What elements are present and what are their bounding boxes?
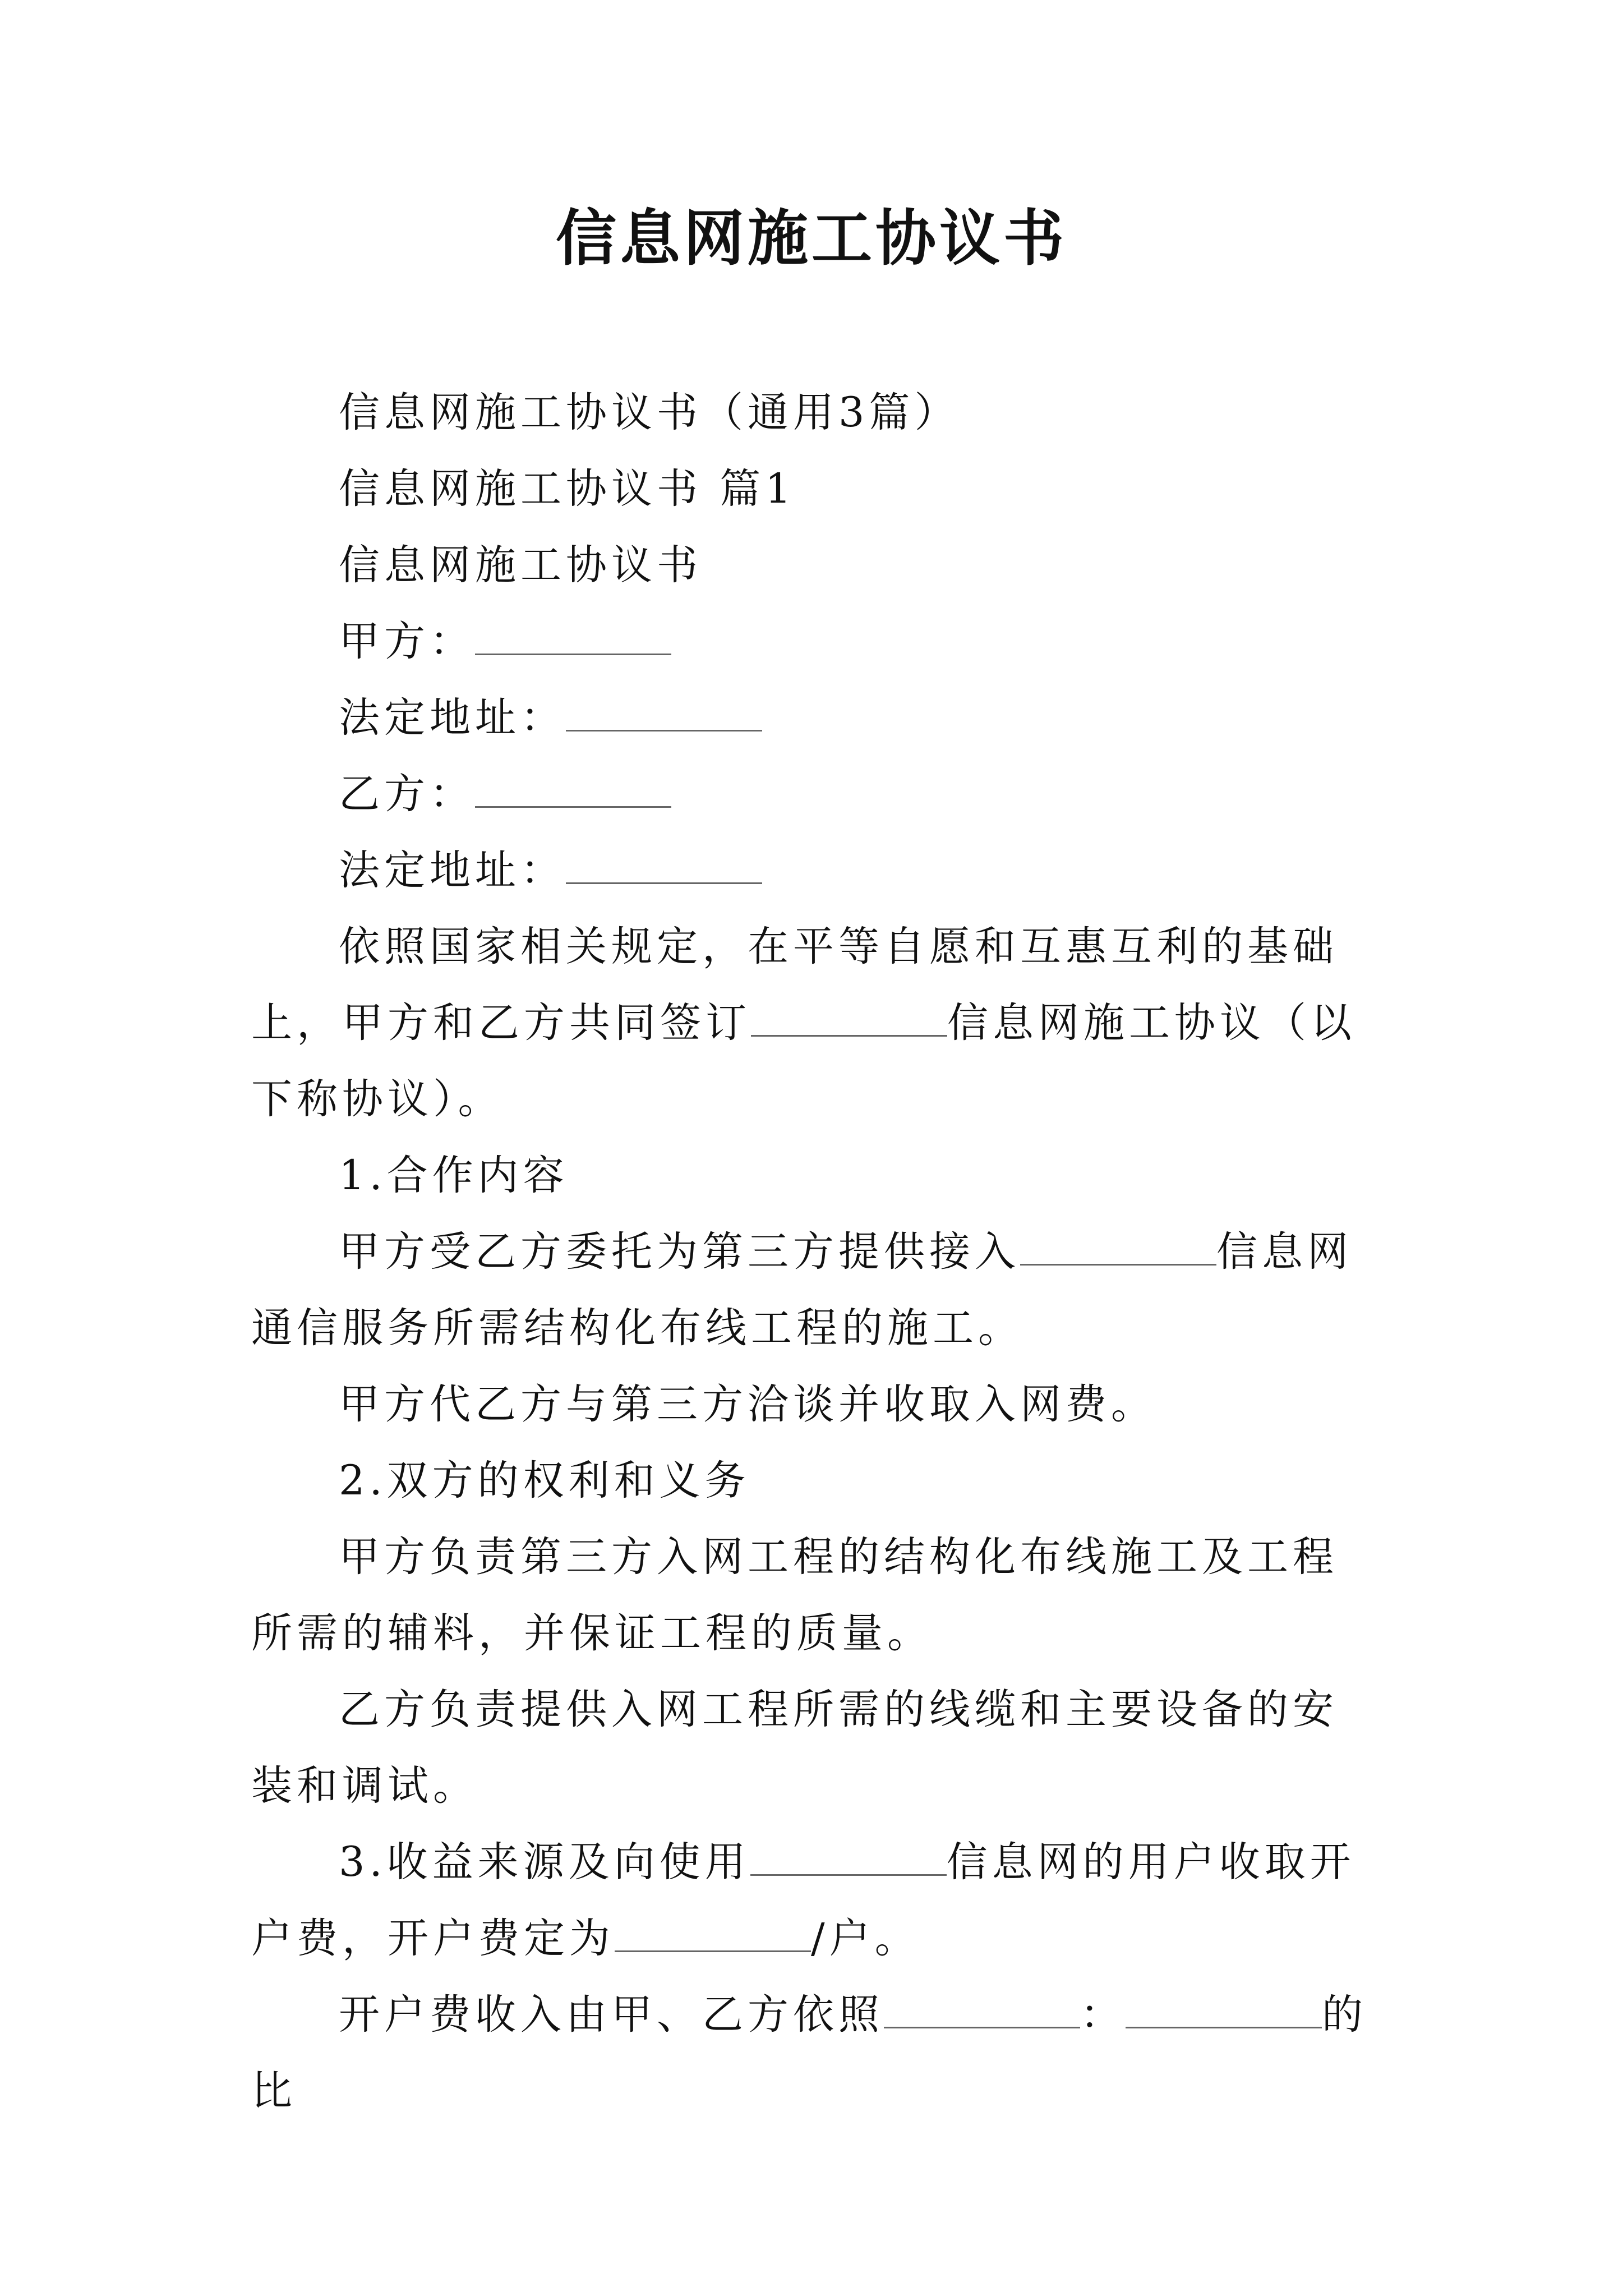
fee-text-1: 开户费收入由甲、乙方依照: [339, 1991, 884, 2039]
legal-address-label-2: 法定地址：: [339, 846, 566, 894]
doc-title-line: 信息网施工协议书: [339, 541, 702, 589]
legal-address-blank-2: [566, 849, 762, 884]
party-b-label: 乙方：: [339, 770, 475, 818]
item1-paragraph-1: [251, 1214, 1376, 1366]
subtitle-line: 信息网施工协议书（通用3篇）: [339, 389, 960, 436]
item2-heading: 2.双方的权利和义务: [339, 1457, 750, 1504]
party-a-blank: [475, 620, 671, 655]
item3-text-3: /户。: [811, 1915, 920, 1962]
legal-address-line-2: [251, 832, 1376, 909]
item1-text-1: 甲方受乙方委托为第三方提供接入: [339, 1228, 1020, 1276]
document-title: 信息网施工协议书: [555, 203, 1067, 274]
fee-blank-2: [1126, 1993, 1322, 2028]
party-b-line: [251, 756, 1376, 832]
item3-paragraph: [251, 1824, 1376, 1977]
fee-blank-1: [884, 1993, 1080, 2028]
fee-paragraph: [251, 1977, 1376, 2129]
legal-address-label-1: 法定地址：: [339, 694, 566, 742]
item2-paragraph-2: 乙方负责提供入网工程所需的线缆和主要设备的安装和调试。: [251, 1686, 1338, 1810]
fee-text-2: ：: [1080, 1991, 1126, 2039]
legal-address-blank-1: [566, 696, 762, 731]
legal-address-line-1: [251, 680, 1376, 756]
item1-paragraph-2: 甲方代乙方与第三方洽谈并收取入网费。: [339, 1381, 1156, 1428]
document-body: [251, 375, 1376, 2129]
item3-blank-2: [615, 1917, 811, 1952]
item3-blank-1: [750, 1841, 947, 1876]
party-a-line: [251, 604, 1376, 680]
intro-text-1: 依照国家相关规定，在平等自愿和互惠互利的基础上，甲方和乙方共同签订: [251, 923, 1338, 1047]
intro-paragraph: [251, 909, 1376, 1138]
item1-blank: [1020, 1230, 1216, 1266]
party-b-blank: [475, 772, 671, 808]
item3-text-1: 3.收益来源及向使用: [339, 1838, 750, 1886]
item1-heading: 1.合作内容: [339, 1152, 569, 1199]
party-a-label: 甲方：: [339, 618, 475, 665]
item1-text-2: 信息网通信服务所需结构化布线工程的施工。: [251, 1228, 1353, 1352]
item2-paragraph-1: 甲方负责第三方入网工程的结构化布线施工及工程所需的辅料，并保证工程的质量。: [251, 1533, 1338, 1657]
intro-blank: [751, 1001, 947, 1037]
fee-text-3: 的比: [251, 1991, 1367, 2115]
intro-text-2: 信息网施工协议（以下称协议）。: [251, 999, 1356, 1123]
section-heading: 信息网施工协议书 篇1: [339, 465, 796, 513]
item3-text-2: 信息网的用户收取开户费，开户费定为: [251, 1838, 1355, 1962]
